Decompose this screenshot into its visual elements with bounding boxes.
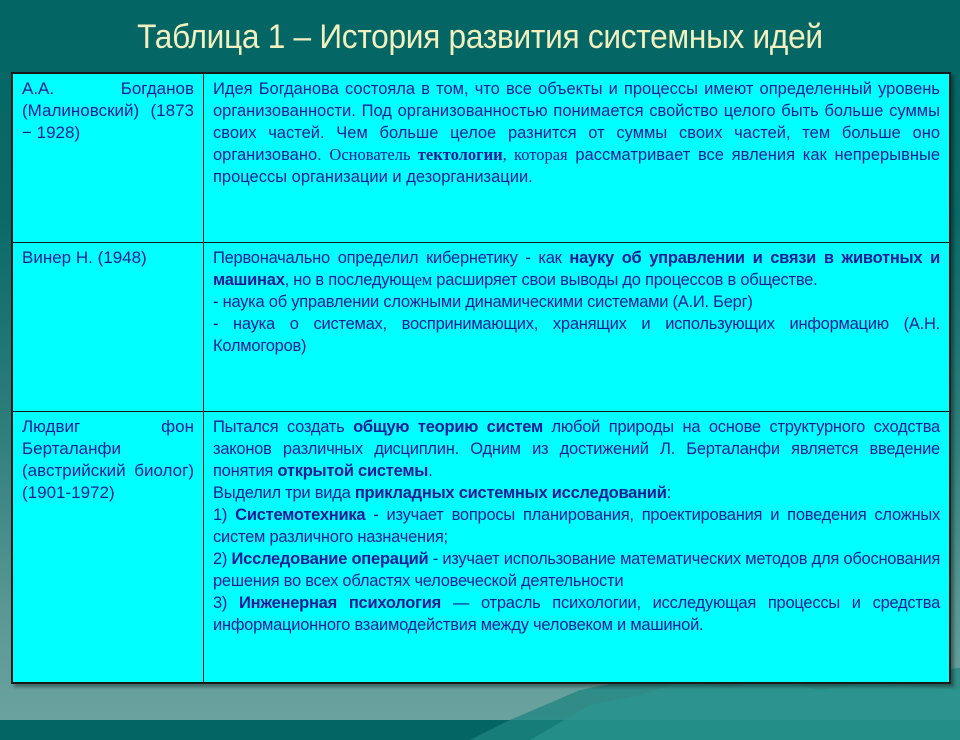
- text-run: - изучает вопросы планирования, проектирования и поведения сложных систем различного назначения;: [213, 506, 940, 546]
- table-row: [12, 73, 950, 243]
- bold-term: открытой системы: [277, 462, 429, 480]
- bold-term: Исследование операций: [231, 550, 429, 568]
- bold-term: общую теорию систем: [353, 418, 543, 436]
- table-row: [12, 243, 950, 412]
- text-run: Выделил три вида: [213, 484, 355, 502]
- text-run: рассматривает все явления как непрерывные процессы организации и дезорганизации.: [213, 146, 940, 186]
- bold-term: тектологии: [417, 145, 503, 164]
- description-paragraph: [213, 416, 940, 482]
- description-paragraph: [213, 247, 940, 291]
- description-paragraph: [213, 548, 940, 592]
- bold-term: прикладных системных исследований: [354, 484, 667, 502]
- text-run: ем: [414, 270, 432, 289]
- description-cell: [204, 412, 951, 684]
- bold-term: Системотехника: [235, 506, 366, 524]
- text-run: — отрасль психологии, исследующая процессы и средства информационного взаимодействия между человеком и машиной.: [213, 594, 941, 634]
- slide-title: Таблица 1 – История развития системных идей: [137, 18, 823, 56]
- text-run: 3): [213, 594, 240, 612]
- description-paragraph: [213, 482, 940, 504]
- description-paragraph: [213, 592, 940, 636]
- table-row: [12, 412, 950, 684]
- text-run: - изучает использование математических методов для обоснования решения во всех областях человеческой деятельности: [213, 550, 941, 590]
- description-paragraph: - наука об управлении сложными динамическими системами (А.И. Берг): [213, 293, 753, 311]
- description-cell: [204, 243, 951, 412]
- description-paragraph: [213, 78, 940, 188]
- bold-term: Инженерная психология: [239, 594, 442, 612]
- text-run: 2): [213, 550, 232, 568]
- description-paragraph: [213, 504, 940, 548]
- text-run: , которая: [502, 145, 568, 164]
- text-run: Основатель: [329, 145, 418, 164]
- text-run: расширяет свои выводы до процессов в обществе.: [431, 271, 818, 289]
- author-cell: А.А. Богданов (Малиновский) (1873 − 1928): [12, 73, 204, 243]
- text-run: любой природы на основе структурного сходства законов различных дисциплин. Одним из достижений Л. Берталанфи является введение понятия: [213, 418, 940, 480]
- text-run: :: [666, 484, 671, 502]
- text-run: Пытался создать: [213, 418, 354, 436]
- text-run: 1): [213, 506, 236, 524]
- bold-term: науку об управлении и связи в животных и машинах: [213, 249, 940, 289]
- author-cell: Людвиг фон Берталанфи (австрийский биолог) (1901-1972): [12, 412, 204, 684]
- description-cell: [204, 73, 951, 243]
- text-run: .: [428, 462, 433, 480]
- description-paragraph: - наука о системах, воспринимающих, хранящих и использующих информацию (А.Н. Колмогоров): [213, 315, 940, 355]
- text-run: , но в последующ: [284, 271, 415, 289]
- text-run: Идея Богданова состояла в том, что все объекты и процессы имеют определенный уровень организованности. Под организованностью понимается свойство целого быть больше суммы своих частей. Чем больше целое разнится от суммы своих частей, тем больше оно организовано.: [213, 80, 940, 164]
- text-run: Первоначально определил кибернетику - как: [213, 249, 570, 267]
- author-cell: Винер Н. (1948): [12, 243, 204, 412]
- history-table: [11, 72, 951, 684]
